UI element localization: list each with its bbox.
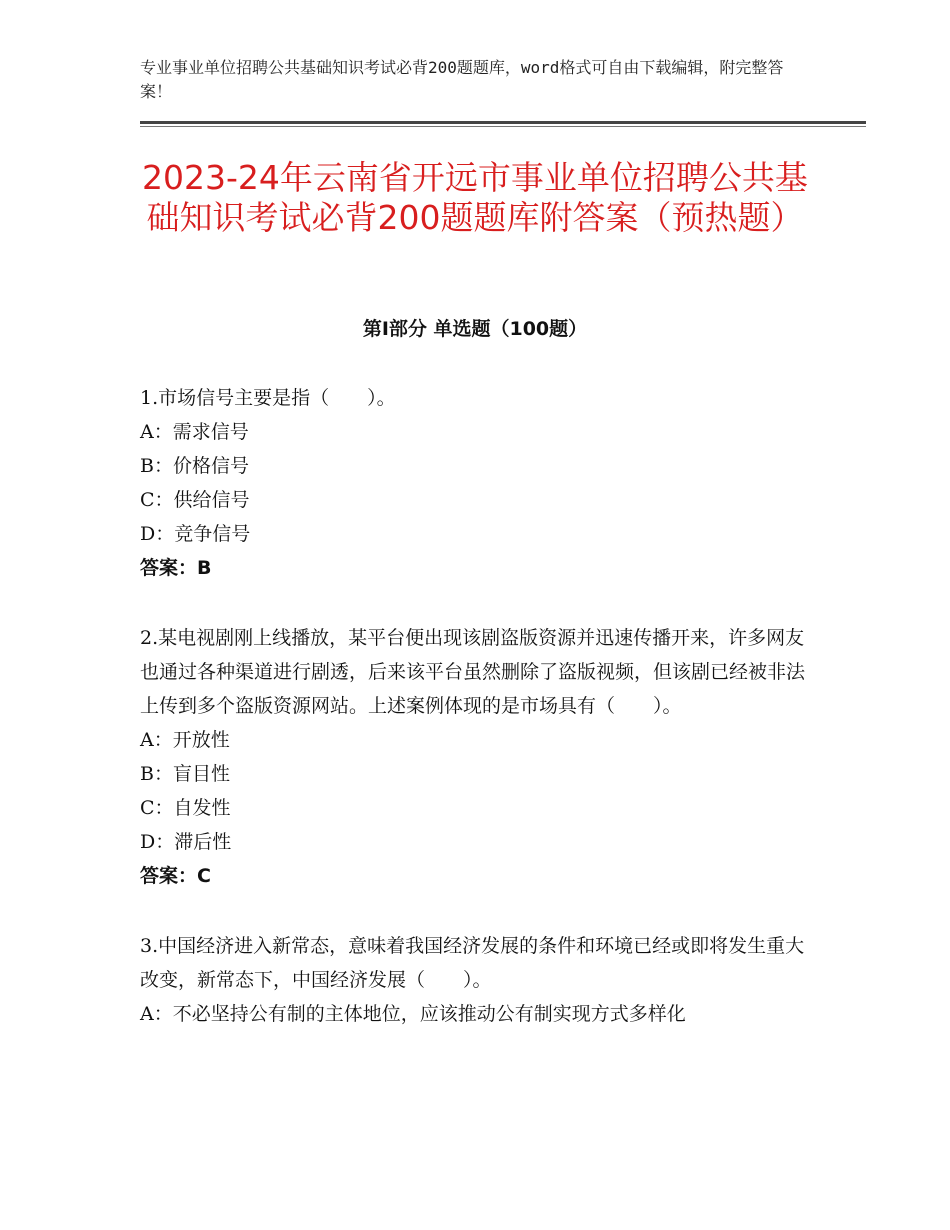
question-stem: 3.中国经济进入新常态，意味着我国经济发展的条件和环境已经或即将发生重大改变，新常态下，中国经济发展（ ）。: [140, 935, 805, 991]
question-2: [140, 621, 810, 893]
document-title: 2023-24年云南省开远市事业单位招聘公共基础知识考试必背200题题库附答案（预热题）: [142, 158, 808, 237]
header-note: 专业事业单位招聘公共基础知识考试必背200题题库，word格式可自由下载编辑，附完整答案！: [140, 58, 784, 101]
question-spacer: [140, 585, 810, 621]
answer-text: 答案：C: [140, 865, 211, 887]
question-spacer: [140, 893, 810, 929]
option-b: B：价格信号: [140, 455, 249, 477]
option-b: B：盲目性: [140, 763, 230, 785]
option-c: C：自发性: [140, 797, 231, 819]
option-a: A：不必坚持公有制的主体地位，应该推动公有制实现方式多样化: [140, 1003, 686, 1025]
answer-text: 答案：B: [140, 557, 212, 579]
section-title: 第Ⅰ部分 单选题（100题）: [362, 318, 588, 340]
question-stem: 1.市场信号主要是指（ ）。: [140, 387, 396, 409]
question-list: [140, 381, 810, 1031]
question-3: [140, 929, 810, 1031]
option-c: C：供给信号: [140, 489, 250, 511]
option-a: A：开放性: [140, 729, 230, 751]
question-stem: 2.某电视剧刚上线播放，某平台便出现该剧盗版资源并迅速传播开来，许多网友也通过各种渠道进行剧透，后来该平台虽然删除了盗版视频，但该剧已经被非法上传到多个盗版资源网站。上述案例体现的是市场具有（ ）。: [140, 627, 806, 717]
header-divider-thick: [140, 121, 866, 124]
option-a: A：需求信号: [140, 421, 249, 443]
header-divider-thin: [140, 126, 866, 127]
option-d: D：滞后性: [140, 831, 232, 853]
question-1: [140, 381, 810, 585]
option-d: D：竞争信号: [140, 523, 251, 545]
